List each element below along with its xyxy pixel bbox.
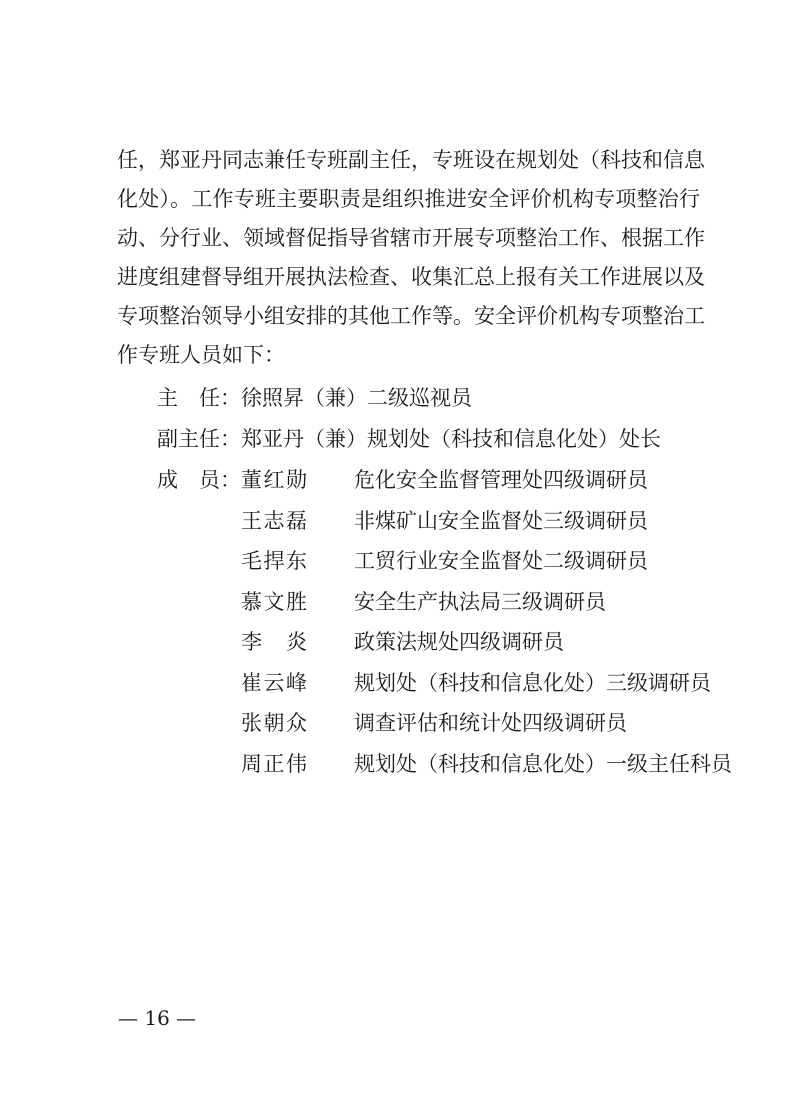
paragraph-line: 专项整治领导小组安排的其他工作等。安全评价机构专项整治工 xyxy=(117,304,705,328)
member-name: 王志磊 xyxy=(241,509,307,533)
director-role: 主 任： xyxy=(157,386,241,410)
deputy-value: 郑亚丹（兼）规划处（科技和信息化处）处长 xyxy=(241,427,661,451)
paragraph-line: 进度组建督导组开展执法检查、收集汇总上报有关工作进展以及 xyxy=(117,265,705,289)
member-post: 规划处（科技和信息化处）一级主任科员 xyxy=(354,752,732,776)
member-post: 调查评估和统计处四级调研员 xyxy=(354,711,627,735)
member-name: 慕文胜 xyxy=(241,590,307,614)
member-name: 崔云峰 xyxy=(241,671,307,695)
member-name: 周正伟 xyxy=(241,752,307,776)
member-post: 安全生产执法局三级调研员 xyxy=(354,590,606,614)
members-label: 成 员： xyxy=(157,468,241,492)
page-number: — 16 — xyxy=(118,1006,197,1030)
paragraph-line: 作专班人员如下： xyxy=(117,343,285,367)
member-name: 毛捍东 xyxy=(241,549,307,573)
member-name: 李 炎 xyxy=(241,630,307,654)
paragraph-line: 化处）。工作专班主要职责是组织推进安全评价机构专项整治行 xyxy=(117,187,700,211)
member-post: 危化安全监督管理处四级调研员 xyxy=(354,468,648,492)
member-post: 工贸行业安全监督处二级调研员 xyxy=(354,549,648,573)
paragraph-line: 任，郑亚丹同志兼任专班副主任，专班设在规划处（科技和信息 xyxy=(117,148,705,172)
member-post: 政策法规处四级调研员 xyxy=(354,630,564,654)
member-post: 规划处（科技和信息化处）三级调研员 xyxy=(354,671,711,695)
member-name: 董红勋 xyxy=(241,468,307,492)
deputy-role: 副主任： xyxy=(157,427,241,451)
director-value: 徐照昇（兼）二级巡视员 xyxy=(241,386,472,410)
paragraph-line: 动、分行业、领域督促指导省辖市开展专项整治工作、根据工作 xyxy=(117,226,705,250)
member-post: 非煤矿山安全监督处三级调研员 xyxy=(354,509,648,533)
member-name: 张朝众 xyxy=(241,711,307,735)
